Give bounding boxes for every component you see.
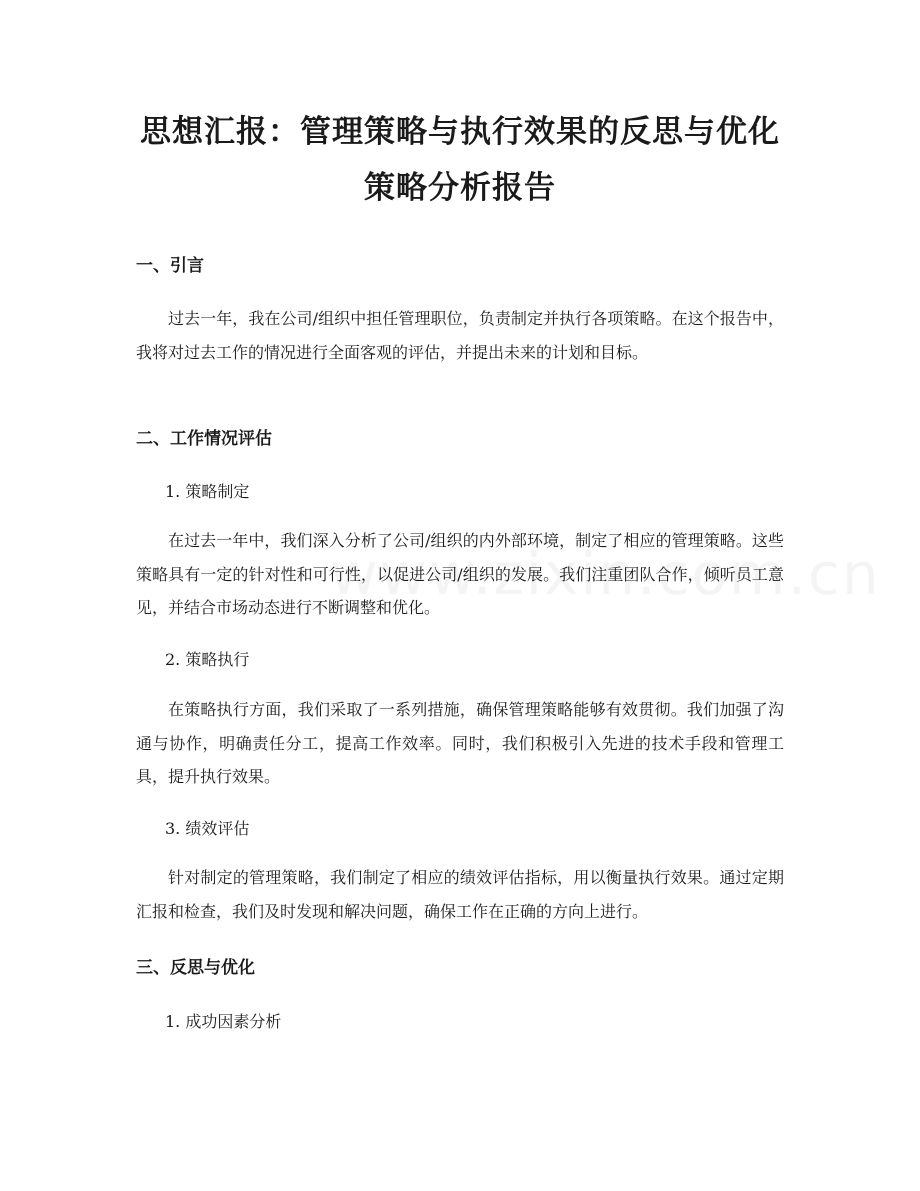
performance-evaluation-paragraph: 针对制定的管理策略，我们制定了相应的绩效评估指标，用以衡量执行效果。通过定期汇报和检查，我们及时发现和解决问题，确保工作在正确的方向上进行。 xyxy=(136,868,784,921)
document-title: 思想汇报：管理策略与执行效果的反思与优化策略分析报告 xyxy=(140,114,780,206)
strategy-execution-paragraph: 在策略执行方面，我们采取了一系列措施，确保管理策略能够有效贯彻。我们加强了沟通与协作，明确责任分工，提高工作效率。同时，我们积极引入先进的技术手段和管理工具，提升执行效果。 xyxy=(136,700,784,786)
introduction-paragraph: 过去一年，我在公司/组织中担任管理职位，负责制定并执行各项策略。在这个报告中，我将对过去工作的情况进行全面客观的评估，并提出未来的计划和目标。 xyxy=(136,309,784,362)
section-heading-reflection-optimization: 三、反思与优化 xyxy=(136,958,255,978)
subheading-strategy-formulation: 1. 策略制定 xyxy=(165,482,250,501)
subheading-success-factors: 1. 成功因素分析 xyxy=(165,1012,282,1031)
section-heading-introduction: 一、引言 xyxy=(136,256,204,276)
subheading-performance-evaluation: 3. 绩效评估 xyxy=(165,819,250,838)
strategy-formulation-paragraph: 在过去一年中，我们深入分析了公司/组织的内外部环境，制定了相应的管理策略。这些策略具有一定的针对性和可行性，以促进公司/组织的发展。我们注重团队合作，倾听员工意见，并结合市场动态进行不断调整和优化。 xyxy=(136,531,784,617)
section-heading-work-evaluation: 二、工作情况评估 xyxy=(136,429,272,449)
subheading-strategy-execution: 2. 策略执行 xyxy=(165,650,250,669)
